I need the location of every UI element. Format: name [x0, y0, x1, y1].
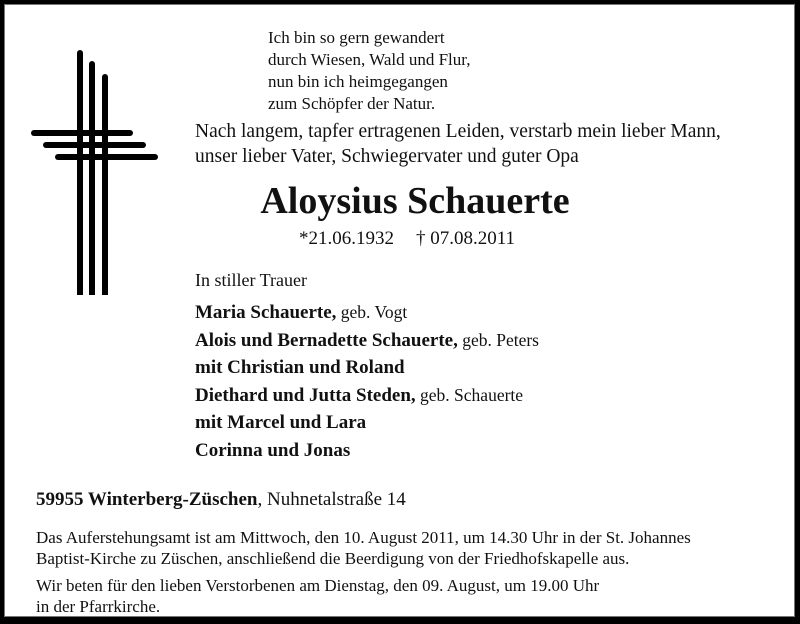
prayer-notice	[36, 575, 599, 617]
mourning-label: In stiller Trauer	[195, 270, 307, 290]
family-member	[195, 354, 539, 382]
notice-line: in der Pfarrkirche.	[36, 597, 161, 616]
family-member	[195, 382, 539, 410]
poem-line: durch Wiesen, Wald und Flur,	[268, 50, 471, 69]
family-member-name: mit Marcel und Lara	[195, 412, 367, 433]
funeral-notice	[36, 527, 691, 569]
notice-line: Wir beten für den lieben Verstorbenen am Dienstag, den 09. August, um 19.00 Uhr	[36, 576, 600, 595]
cross-icon	[5, 5, 175, 295]
intro-text	[195, 119, 721, 169]
family-member-note: geb. Peters	[457, 329, 539, 350]
poem	[268, 27, 471, 115]
birth-date: *21.06.1932	[299, 228, 394, 249]
family-member-name: mit Christian und Roland	[195, 357, 405, 378]
notice-line: Baptist-Kirche zu Züschen, anschließend die Beerdigung von der Friedhofskapelle aus.	[36, 549, 630, 568]
notice-line: Das Auferstehungsamt ist am Mittwoch, den 10. August 2011, um 14.30 Uhr in der St. Johannes	[36, 528, 691, 547]
family-member-name: Corinna und Jonas	[195, 439, 351, 461]
family-member-name: Alois und Bernadette Schauerte,	[195, 329, 458, 351]
family-list	[195, 299, 539, 464]
deceased-name: Aloysius Schauerte	[260, 180, 570, 222]
intro-line: unser lieber Vater, Schwiegervater und guter Opa	[195, 146, 579, 167]
deceased-name-row	[5, 179, 800, 223]
family-member-note: geb. Schauerte	[415, 384, 524, 405]
intro-line: Nach langem, tapfer ertragenen Leiden, verstarb mein lieber Mann,	[195, 121, 721, 142]
family-member	[195, 437, 539, 465]
life-dates	[299, 227, 515, 251]
address-street: , Nuhnetalstraße 14	[257, 489, 406, 510]
family-member-name: Maria Schauerte,	[195, 302, 337, 323]
poem-line: Ich bin so gern gewandert	[268, 28, 445, 47]
obituary-notice	[4, 4, 795, 617]
family-member-note: geb. Vogt	[336, 302, 408, 322]
poem-line: zum Schöpfer der Natur.	[268, 94, 436, 113]
death-date: † 07.08.2011	[416, 228, 516, 249]
address	[36, 488, 406, 512]
family-member	[195, 409, 539, 437]
family-member	[195, 299, 539, 327]
address-city: 59955 Winterberg-Züschen	[36, 489, 258, 510]
family-member-name: Diethard und Jutta Steden,	[195, 384, 416, 406]
family-member	[195, 327, 539, 355]
poem-line: nun bin ich heimgegangen	[268, 72, 448, 91]
